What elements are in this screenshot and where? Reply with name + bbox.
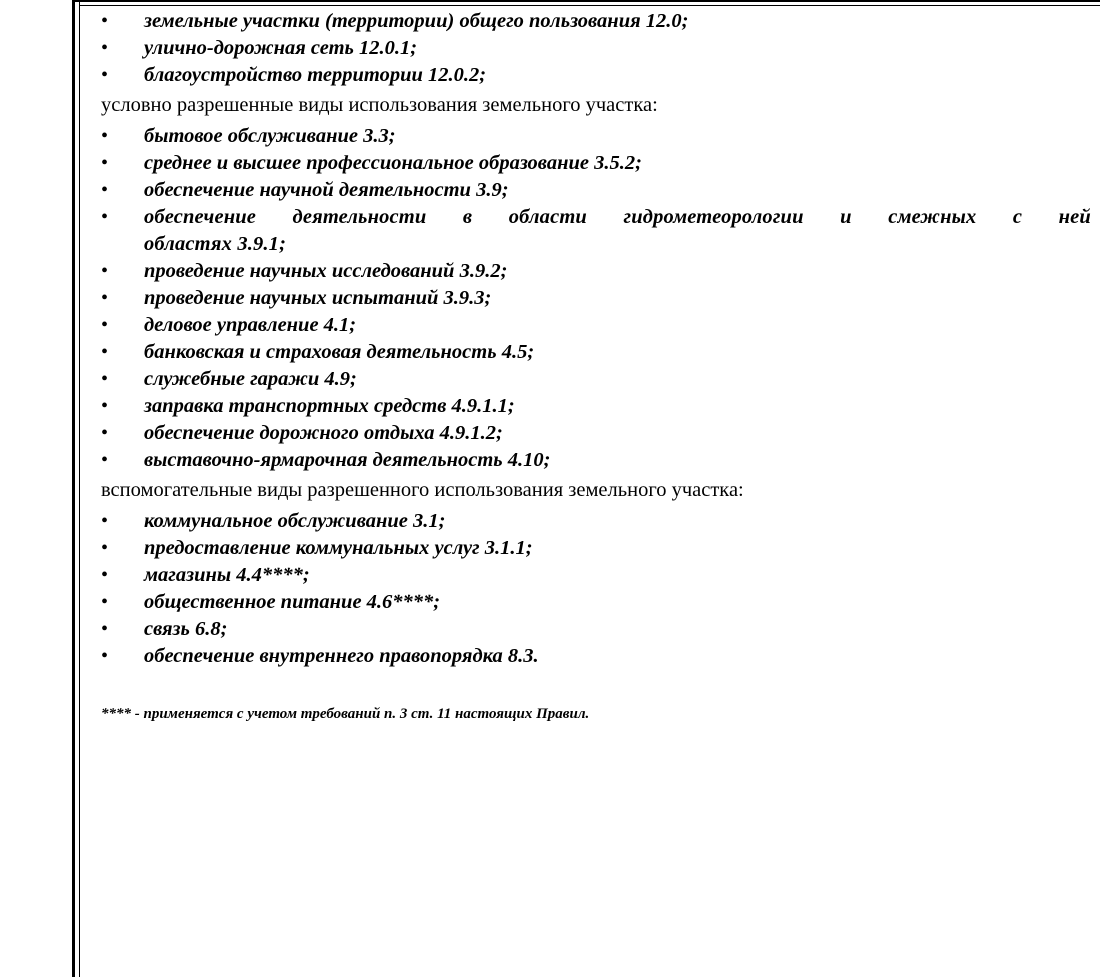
list-item-text: магазины 4.4****; — [144, 564, 310, 586]
list-item-text: коммунальное обслуживание 3.1; — [144, 510, 446, 532]
list-item-text: земельные участки (территории) общего пользования 12.0; — [144, 10, 689, 32]
bullet-icon: • — [101, 64, 109, 86]
page-frame-top-inner-border — [79, 5, 1100, 6]
list-item — [101, 339, 1091, 366]
list-item — [101, 258, 1091, 285]
list-item — [101, 62, 1091, 89]
list-item — [101, 123, 1091, 150]
list-item — [101, 393, 1091, 420]
list-item — [101, 8, 1091, 35]
bullet-icon: • — [101, 564, 109, 586]
bullet-icon: • — [101, 125, 109, 147]
list-item — [101, 150, 1091, 177]
list-item — [101, 562, 1091, 589]
bullet-icon: • — [101, 510, 109, 532]
list-item-text: обеспечение внутреннего правопорядка 8.3. — [144, 645, 539, 667]
list-item-text: улично-дорожная сеть 12.0.1; — [144, 37, 418, 59]
bullet-icon: • — [101, 618, 109, 640]
list-item-text-line2: областях 3.9.1; — [144, 233, 287, 255]
document-body — [101, 8, 1091, 724]
list-item — [101, 447, 1091, 474]
list-item-text: проведение научных исследований 3.9.2; — [144, 260, 508, 282]
bullet-icon: • — [101, 314, 109, 336]
page-frame-top-border — [72, 0, 1100, 2]
list-item-text: деловое управление 4.1; — [144, 314, 357, 336]
list-item-text: бытовое обслуживание 3.3; — [144, 125, 396, 147]
bullet-icon: • — [101, 645, 109, 667]
list-item — [101, 643, 1091, 670]
list-auxiliary-uses — [101, 508, 1091, 670]
list-item-text: благоустройство территории 12.0.2; — [144, 64, 487, 86]
list-item-text: выставочно-ярмарочная деятельность 4.10; — [144, 449, 551, 471]
list-item-text: проведение научных испытаний 3.9.3; — [144, 287, 492, 309]
list-item-text: заправка транспортных средств 4.9.1.1; — [144, 395, 515, 417]
bullet-icon: • — [101, 422, 109, 444]
bullet-icon: • — [101, 368, 109, 390]
footnote: **** - применяется с учетом требований п. 3 ст. 11 настоящих Правил. — [101, 706, 590, 722]
list-item — [101, 420, 1091, 447]
bullet-icon: • — [101, 206, 109, 228]
list-public-use — [101, 8, 1091, 89]
list-item — [101, 177, 1091, 204]
bullet-icon: • — [101, 37, 109, 59]
bullet-icon: • — [101, 341, 109, 363]
list-item-text: среднее и высшее профессиональное образование 3.5.2; — [144, 152, 642, 174]
bullet-icon: • — [101, 10, 109, 32]
bullet-icon: • — [101, 591, 109, 613]
bullet-icon: • — [101, 152, 109, 174]
list-item-text: обеспечение научной деятельности 3.9; — [144, 179, 509, 201]
list-item-text: обеспечение дорожного отдыха 4.9.1.2; — [144, 422, 503, 444]
list-item-text: служебные гаражи 4.9; — [144, 368, 357, 390]
bullet-icon: • — [101, 449, 109, 471]
list-item — [101, 204, 1091, 258]
list-item — [101, 589, 1091, 616]
bullet-icon: • — [101, 179, 109, 201]
list-item-text: предоставление коммунальных услуг 3.1.1; — [144, 537, 533, 559]
list-item — [101, 285, 1091, 312]
list-item — [101, 312, 1091, 339]
list-item-text-line1: обеспечение деятельности в области гидрометеорологии и смежных с ней — [144, 206, 1091, 228]
list-item — [101, 535, 1091, 562]
bullet-icon: • — [101, 537, 109, 559]
list-item — [101, 508, 1091, 535]
bullet-icon: • — [101, 260, 109, 282]
list-item-text: банковская и страховая деятельность 4.5; — [144, 341, 535, 363]
list-item — [101, 616, 1091, 643]
bullet-icon: • — [101, 287, 109, 309]
heading-conditional-uses: условно разрешенные виды использования земельного участка: — [101, 94, 658, 116]
list-item-text: общественное питание 4.6****; — [144, 591, 441, 613]
bullet-icon: • — [101, 395, 109, 417]
list-item — [101, 35, 1091, 62]
list-conditional-uses — [101, 123, 1091, 474]
page-frame-left-inner-border — [79, 0, 80, 977]
list-item — [101, 366, 1091, 393]
list-item-text: связь 6.8; — [144, 618, 228, 640]
page-frame-left-border — [72, 0, 75, 977]
heading-auxiliary-uses: вспомогательные виды разрешенного использования земельного участка: — [101, 479, 744, 501]
